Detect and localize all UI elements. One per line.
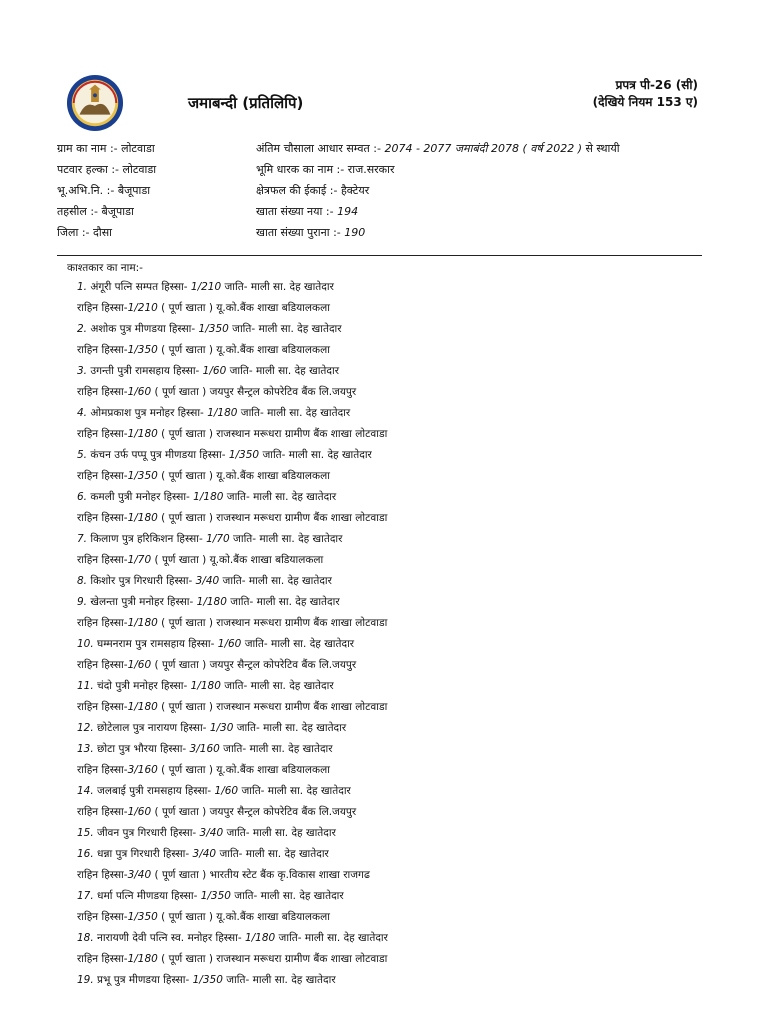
cultivator-entry: 4. ओमप्रकाश पुत्र मनोहर हिस्सा- 1/180 जाति- माली सा. देह खातेदार [77, 407, 351, 419]
mortgage-entry: राहिन हिस्सा-1/180 ( पूर्ण खाता ) राजस्थान मरूधरा ग्रामीण बैंक शाखा लोटवाडा [77, 428, 388, 440]
land-holder-row: भूमि धारक का नाम :- राज.सरकार [256, 163, 395, 176]
mortgage-entry: राहिन हिस्सा-1/60 ( पूर्ण खाता ) जयपुर सैन्ट्रल कोपरेटिव बैंक लि.जयपुर [77, 659, 357, 671]
form-number: प्रपत्र पी-26 (सी) [615, 78, 698, 92]
cultivator-entry: 10. घम्मनराम पुत्र रामसहाय हिस्सा- 1/60 जाति- माली सा. देह खातेदार [77, 638, 355, 650]
chausala-basis-row: अंतिम चौसाला आधार सम्वत :- 2074 - 2077 जमाबंदी 2078 ( वर्ष 2022 ) से स्थायी [256, 142, 620, 155]
cultivator-entry: 14. जलबाई पुत्री रामसहाय हिस्सा- 1/60 जाति- माली सा. देह खातेदार [77, 785, 351, 797]
khata-details [256, 138, 620, 243]
rule-reference: (देखिये नियम 153 ए) [592, 95, 698, 109]
khata-number-old-row: खाता संख्या पुराना :- 190 [256, 226, 366, 239]
mortgage-entry: राहिन हिस्सा-1/70 ( पूर्ण खाता ) यू.को.बैंक शाखा बडियालकला [77, 554, 324, 566]
cultivator-entry: 12. छोटेलाल पुत्र नारायण हिस्सा- 1/30 जाति- माली सा. देह खातेदार [77, 722, 347, 734]
cultivator-entry: 6. कमली पुत्री मनोहर हिस्सा- 1/180 जाति- माली सा. देह खातेदार [77, 491, 337, 503]
mortgage-entry: राहिन हिस्सा-1/180 ( पूर्ण खाता ) राजस्थान मरूधरा ग्रामीण बैंक शाखा लोटवाडा [77, 953, 388, 965]
mortgage-entry: राहिन हिस्सा-1/210 ( पूर्ण खाता ) यू.को.बैंक शाखा बडियालकला [77, 302, 330, 314]
cultivator-entry: 8. किशोर पुत्र गिरधारी हिस्सा- 3/40 जाति- माली सा. देह खातेदार [77, 575, 332, 587]
area-unit-row: क्षेत्रफल की ईकाई :- हैक्टेयर [256, 184, 370, 197]
cultivators-heading: काश्तकार का नाम:- [67, 262, 143, 274]
document-title: जमाबन्दी (प्रतिलिपि) [188, 94, 304, 112]
mortgage-entry: राहिन हिस्सा-1/60 ( पूर्ण खाता ) जयपुर सैन्ट्रल कोपरेटिव बैंक लि.जयपुर [77, 386, 357, 398]
cultivator-entry: 9. खेलन्ता पुत्री मनोहर हिस्सा- 1/180 जाति- माली सा. देह खातेदार [77, 596, 340, 608]
cultivator-entry: 17. धर्मा पत्नि मीणडया हिस्सा- 1/350 जाति- माली सा. देह खातेदार [77, 890, 344, 902]
mortgage-entry: राहिन हिस्सा-3/160 ( पूर्ण खाता ) यू.को.बैंक शाखा बडियालकला [77, 764, 330, 776]
cultivator-entry: 19. प्रभू पुत्र मीणडया हिस्सा- 1/350 जाति- माली सा. देह खातेदार [77, 974, 336, 986]
mortgage-entry: राहिन हिस्सा-1/350 ( पूर्ण खाता ) यू.को.बैंक शाखा बडियालकला [77, 470, 330, 482]
patwar-halka-row: पटवार हल्का :- लोटवाडा [57, 163, 157, 176]
section-divider [57, 255, 702, 256]
mortgage-entry: राहिन हिस्सा-3/40 ( पूर्ण खाता ) भारतीय स्टेट बैंक कृ.विकास शाखा राजगढ [77, 869, 370, 881]
mortgage-entry: राहिन हिस्सा-1/350 ( पूर्ण खाता ) यू.को.बैंक शाखा बडियालकला [77, 911, 330, 923]
mortgage-entry: राहिन हिस्सा-1/350 ( पूर्ण खाता ) यू.को.बैंक शाखा बडियालकला [77, 344, 330, 356]
cultivator-entry: 3. उगन्ती पुत्री रामसहाय हिस्सा- 1/60 जाति- माली सा. देह खातेदार [77, 365, 339, 377]
cultivator-entry: 15. जीवन पुत्र गिरधारी हिस्सा- 3/40 जाति- माली सा. देह खातेदार [77, 827, 336, 839]
form-reference [593, 77, 698, 111]
mortgage-entry: राहिन हिस्सा-1/180 ( पूर्ण खाता ) राजस्थान मरूधरा ग्रामीण बैंक शाखा लोटवाडा [77, 617, 388, 629]
cultivator-entry: 1. अंगूरी पत्नि सम्पत हिस्सा- 1/210 जाति- माली सा. देह खातेदार [77, 281, 334, 293]
cultivator-entry: 11. चंदो पुत्री मनोहर हिस्सा- 1/180 जाति- माली सा. देह खातेदार [77, 680, 334, 692]
cultivators-list [77, 277, 388, 991]
khata-number-new-row: खाता संख्या नया :- 194 [256, 205, 359, 218]
cultivator-entry: 16. धन्ना पुत्र गिरधारी हिस्सा- 3/40 जाति- माली सा. देह खातेदार [77, 848, 329, 860]
mortgage-entry: राहिन हिस्सा-1/180 ( पूर्ण खाता ) राजस्थान मरूधरा ग्रामीण बैंक शाखा लोटवाडा [77, 512, 388, 524]
cultivator-entry: 5. कंचन उर्फ पप्पू पुत्र मीणडया हिस्सा- 1/350 जाति- माली सा. देह खातेदार [77, 449, 372, 461]
tehsil-row: तहसील :- बैजूपाडा [57, 205, 134, 218]
cultivator-entry: 13. छोटा पुत्र भौरया हिस्सा- 3/160 जाति- माली सा. देह खातेदार [77, 743, 333, 755]
mortgage-entry: राहिन हिस्सा-1/60 ( पूर्ण खाता ) जयपुर सैन्ट्रल कोपरेटिव बैंक लि.जयपुर [77, 806, 357, 818]
cultivator-entry: 7. किलाण पुत्र हरिकिशन हिस्सा- 1/70 जाति- माली सा. देह खातेदार [77, 533, 343, 545]
district-row: जिला :- दौसा [57, 226, 112, 239]
location-details [57, 138, 156, 243]
mortgage-entry: राहिन हिस्सा-1/180 ( पूर्ण खाता ) राजस्थान मरूधरा ग्रामीण बैंक शाखा लोटवाडा [77, 701, 388, 713]
cultivator-entry: 2. अशोक पुत्र मीणडया हिस्सा- 1/350 जाति- माली सा. देह खातेदार [77, 323, 342, 335]
land-record-inspector-row: भू.अभि.नि. :- बैजूपाडा [57, 184, 151, 197]
cultivator-entry: 18. नारायणी देवी पत्नि स्व. मनोहर हिस्सा- 1/180 जाति- माली सा. देह खातेदार [77, 932, 388, 944]
rajasthan-government-seal-icon [66, 74, 124, 132]
village-name-row: ग्राम का नाम :- लोटवाडा [57, 142, 155, 155]
